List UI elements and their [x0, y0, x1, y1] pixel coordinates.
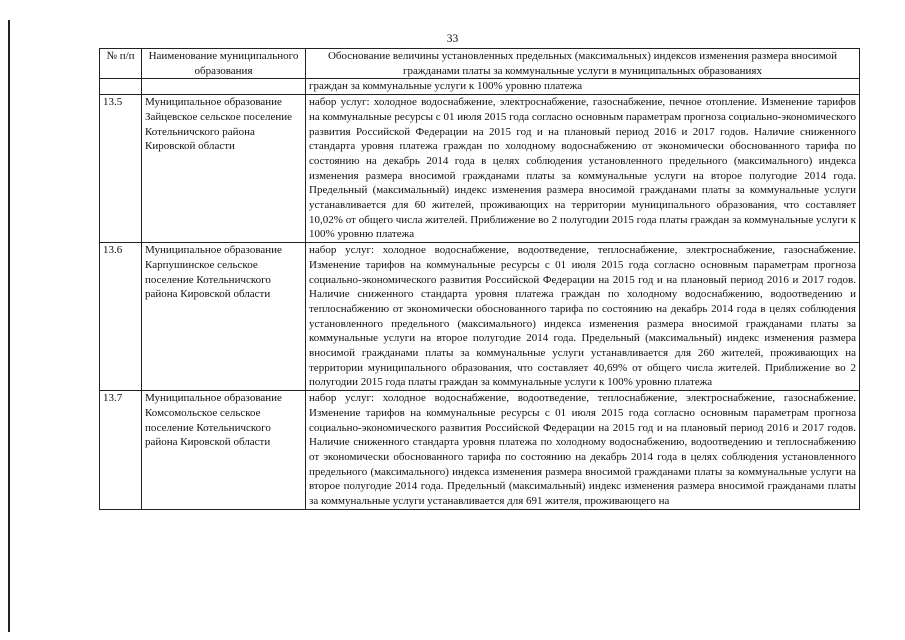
table-row [100, 95, 860, 243]
page-number: 33 [446, 33, 459, 45]
row-number: 13.7 [100, 391, 142, 510]
row-number: 13.6 [100, 243, 142, 391]
scan-margin-line [8, 20, 10, 632]
row-justification: набор услуг: холодное водоснабжение, водоотведение, теплоснабжение, электроснабжение, газоснабжение. Изменение тарифов на коммунальные ресурсы с 01 июля 2015 года согласно основным параметрам прогноза социально-экономического развития Российской Федерации на 2015 год и на плановый период 2016 и 2017 годов. Наличие сниженного стандарта уровня платежа граждан по холодному водоснабжению, водоотведению и теплоснабжению от экономически обоснованного тарифа по состоянию на декабрь 2014 года в целях соблюдения установленного предельного (максимального) индекса изменения размера вносимой гражданами платы за коммунальные услуги на второе полугодие 2014 года. Предельный (максимальный) индекс изменения размера вносимой гражданами платы за коммунальные услуги устанавливается для 260 жителей, проживающих на территории муниципального образования, что составляет 40,69% от общего числа жителей. Приближение во 2 полугодии 2015 года платы граждан за коммунальные услуги к 100% уровню платежа [306, 243, 860, 391]
continuation-text: граждан за коммунальные услуги к 100% уровню платежа [306, 79, 860, 95]
table-row [100, 391, 860, 510]
tariff-index-table [99, 48, 860, 510]
continuation-row [100, 79, 860, 95]
header-municipality: Наименование муниципального образования [142, 49, 306, 79]
row-municipality: Муниципальное образование Зайцевское сельское поселение Котельничского района Кировской области [142, 95, 306, 243]
table-header [100, 49, 860, 79]
row-municipality: Муниципальное образование Комсомольское сельское поселение Котельничского района Кировской области [142, 391, 306, 510]
header-justification: Обоснование величины установленных предельных (максимальных) индексов изменения размера вносимой гражданами платы за коммунальные услуги в муниципальных образованиях [306, 49, 860, 79]
row-number: 13.5 [100, 95, 142, 243]
row-municipality: Муниципальное образование Карпушинское сельское поселение Котельничского района Кировской области [142, 243, 306, 391]
header-number: № п/п [100, 49, 142, 79]
continuation-municipality-cell [142, 79, 306, 95]
row-justification: набор услуг: холодное водоснабжение, электроснабжение, газоснабжение, печное отопление. Изменение тарифов на коммунальные ресурсы с 01 июля 2015 года согласно основным параметрам прогноза социально-экономического развития Российской Федерации на 2015 год и на плановый период 2016 и 2017 годов. Наличие сниженного стандарта уровня платежа граждан по холодному водоснабжению от экономически обоснованного тарифа по состоянию на декабрь 2014 года в целях соблюдения установленного предельного (максимального) индекса изменения размера вносимой гражданами платы за коммунальные услуги на второе полугодие 2014 года. Предельный (максимальный) индекс изменения размера вносимой гражданами платы за коммунальные услуги устанавливается для 60 жителей, проживающих на территории муниципального образования, что составляет 10,02% от общего числа жителей. Приближение во 2 полугодии 2015 года платы граждан за коммунальные услуги к 100% уровню платежа [306, 95, 860, 243]
continuation-number-cell [100, 79, 142, 95]
row-justification: набор услуг: холодное водоснабжение, водоотведение, теплоснабжение, электроснабжение, газоснабжение. Изменение тарифов на коммунальные ресурсы с 01 июля 2015 года согласно основным параметрам прогноза социально-экономического развития Российской Федерации на 2015 год и на плановый период 2016 и 2017 годов. Наличие сниженного стандарта уровня платежа по холодному водоснабжению, водоотведению и теплоснабжению от экономически обоснованного тарифа по состоянию на декабрь 2014 года в целях соблюдения установленного предельного (максимального) индекса изменения размера вносимой гражданами платы за коммунальные услуги на второе полугодие 2014 года. Предельный (максимальный) индекс изменения размера вносимой гражданами платы за коммунальные услуги устанавливается для 691 жителя, проживающего на [306, 391, 860, 510]
table-row [100, 243, 860, 391]
